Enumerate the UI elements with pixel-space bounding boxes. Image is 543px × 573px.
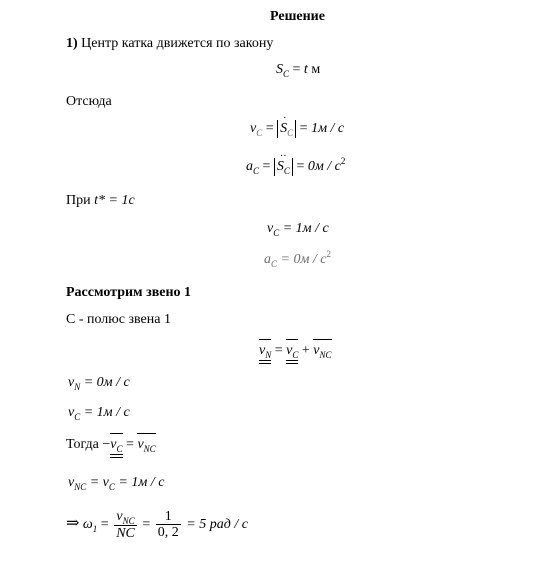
fraction-vnc-nc: $\frac{v_{NC}}{NC}$ [116, 508, 135, 541]
then-label: Тогда [66, 437, 99, 452]
vec-vc: $v_C$ [286, 343, 299, 360]
step1-number: 1) [66, 36, 78, 51]
implies-arrow: ⇒ [66, 515, 80, 532]
law-eq: = [292, 62, 301, 77]
vc-rhs: = 1м / с [83, 405, 130, 420]
vec-vn: $v_N$ [259, 343, 272, 360]
vnc-leftsub: NC [74, 482, 87, 492]
law-s-sub: C [283, 69, 290, 79]
when-expr: t* = 1с [94, 193, 135, 208]
vnc-formula [68, 475, 164, 491]
acceleration-formula: $a_C$ = ·· $S_C = 0м / с^2$ [246, 151, 346, 176]
vnc-rhs: = 1м / с [118, 475, 165, 490]
omega-symbol: ω [82, 517, 93, 532]
vnc-mid: = v [89, 475, 109, 490]
law-unit: м [311, 62, 321, 77]
hence-label: Отсюда [66, 94, 112, 109]
vat-sub: C [273, 228, 280, 238]
abs-sdot: · $S_C$ [277, 120, 296, 138]
vector-equation: $v_N = v_C + v_{NC}$ [259, 343, 332, 360]
law-s: S [276, 62, 283, 77]
vn-sub: N [74, 382, 81, 392]
fraction-1-02: $\frac{1}{0, 2}$ [157, 509, 179, 541]
then-equation: $-v_C = v_{NC}$ [102, 437, 156, 454]
pole-text: С - полюс звена 1 [66, 312, 171, 327]
vc-formula [68, 405, 130, 421]
aat-a: a [264, 252, 271, 267]
omega-sub: 1 [92, 524, 98, 534]
a-sub: C [253, 166, 260, 176]
vn-rhs: = 0м / с [83, 375, 130, 390]
when-label: При [66, 193, 91, 208]
a-at-time-formula [264, 249, 332, 269]
a-symbol: a [246, 159, 253, 174]
velocity-formula: $v_C$ = · $S_C = 1м / с$ [250, 113, 345, 138]
v-at-time-formula [267, 221, 329, 237]
abs-sddot: ·· $S_C$ [274, 158, 293, 176]
omega-result: = 5 рад / с [186, 517, 248, 532]
section-heading: Решение [270, 9, 325, 24]
aat-sub: C [271, 259, 278, 269]
when-line [66, 193, 135, 209]
omega-formula: ⇒ $\omega_1$ = $\frac{v_{NC}}{NC}$ = $\frac{1}{0, 2}$ = 5 рад / с [66, 508, 248, 541]
step1-text: Центр катка движется по закону [81, 36, 274, 51]
then-line [66, 437, 156, 453]
vat-v: v [267, 221, 274, 236]
v-symbol: v [250, 121, 257, 136]
link1-title: Рассмотрим звено 1 [66, 285, 192, 300]
vnc-left: v [68, 475, 75, 490]
then-vc: $v_C$ [110, 437, 123, 454]
motion-law-formula [276, 62, 320, 78]
vc-sub: C [74, 412, 81, 422]
aat-pow: 2 [326, 249, 332, 259]
aat-rhs: = 0м / с [280, 252, 327, 267]
vn-formula [68, 375, 130, 391]
v-sub: C [256, 128, 263, 138]
law-t: t [303, 62, 308, 77]
vnc-midsub: C [108, 482, 115, 492]
then-vnc: $v_{NC}$ [137, 437, 156, 454]
vc-v: v [68, 405, 75, 420]
a-rhs: 0м / с [307, 159, 341, 174]
vec-vnc: $v_{NC}$ [313, 343, 332, 360]
a-pow: 2 [340, 156, 346, 166]
step1-line [66, 36, 273, 52]
v-rhs: 1м / с [311, 121, 345, 136]
vat-rhs: = 1м / с [282, 221, 329, 236]
vn-v: v [68, 375, 75, 390]
